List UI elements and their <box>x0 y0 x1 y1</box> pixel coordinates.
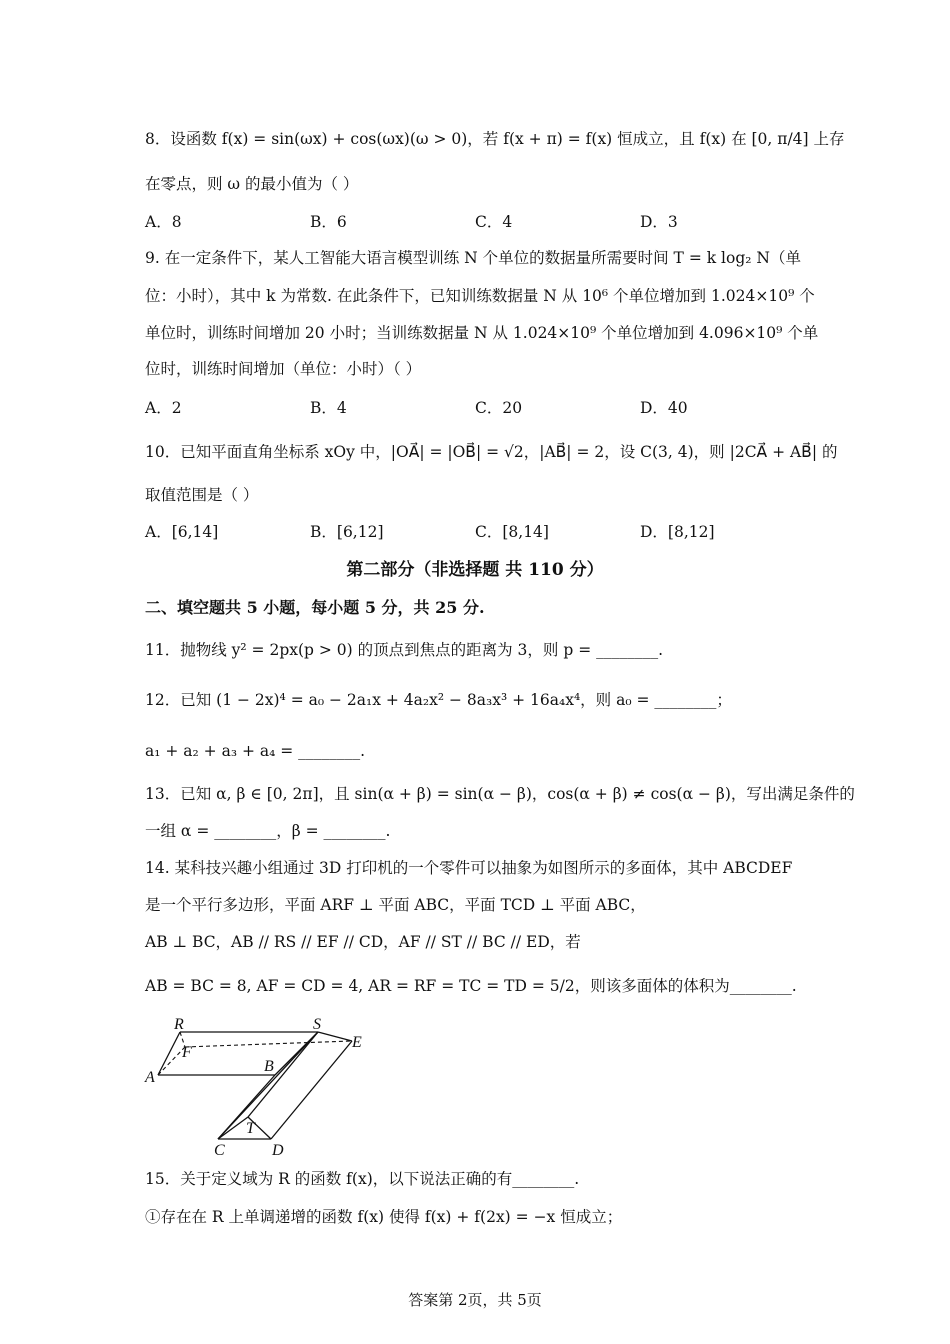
edge-AF-hidden <box>158 1047 185 1075</box>
edge-CT <box>218 1117 248 1139</box>
label-D: D <box>272 1142 284 1159</box>
q10-line1: 10．已知平面直角坐标系 xOy 中，|OA⃗| = |OB⃗| = √2，|AB⃗| = 2，设 C(3, 4)，则 |2CA⃗ + AB⃗| 的 <box>145 443 838 461</box>
q10-line2: 取值范围是（ ） <box>145 486 259 504</box>
q9-option-d: D．40 <box>640 399 688 417</box>
q10-option-a: A．[6,14] <box>145 523 219 541</box>
q9-option-c: C．20 <box>475 399 523 417</box>
label-C: C <box>214 1142 225 1159</box>
q14-line1: 14. 某科技兴趣小组通过 3D 打印机的一个零件可以抽象为如图所示的多面体，其中 ABCDEF <box>145 859 793 877</box>
label-E: E <box>352 1034 362 1051</box>
q10-option-b: B．[6,12] <box>310 523 384 541</box>
q13-line2: 一组 α = ________，β = ________. <box>145 822 391 840</box>
q10-option-c: C．[8,14] <box>475 523 549 541</box>
q8-option-b: B．6 <box>310 213 347 231</box>
q14-line2: 是一个平行多边形，平面 ARF ⊥ 平面 ABC，平面 TCD ⊥ 平面 ABC， <box>145 896 646 914</box>
q8-line1: 8．设函数 f(x) = sin(ωx) + cos(ωx)(ω > 0)，若 f(x + π) = f(x) 恒成立，且 f(x) 在 [0, π/4] 上存 <box>145 130 845 148</box>
q9-line3: 单位时，训练时间增加 20 小时；当训练数据量 N 从 1.024×10⁹ 个单位增加到 4.096×10⁹ 个单 <box>145 324 819 342</box>
q9-line2: 位：小时），其中 k 为常数. 在此条件下，已知训练数据量 N 从 10⁶ 个单位增加到 1.024×10⁹ 个 <box>145 287 815 305</box>
label-T: T <box>246 1120 255 1137</box>
edge-DE <box>271 1041 352 1139</box>
q9-line4: 位时，训练时间增加（单位：小时）（ ） <box>145 360 422 378</box>
q11-line: 11．抛物线 y² = 2px(p > 0) 的顶点到焦点的距离为 3，则 p = ________. <box>145 641 664 659</box>
q15-line2: ①存在在 R 上单调递增的函数 f(x) 使得 f(x) + f(2x) = −x 恒成立； <box>145 1208 623 1226</box>
q13-line1: 13．已知 α, β ∈ [0, 2π]，且 sin(α + β) = sin(α − β)，cos(α + β) ≠ cos(α − β)，写出满足条件的 <box>145 785 855 803</box>
edge-CS <box>218 1032 318 1139</box>
q8-option-d: D．3 <box>640 213 678 231</box>
q8-option-a: A．8 <box>145 213 182 231</box>
edge-SE <box>318 1032 352 1041</box>
q12-line2: a₁ + a₂ + a₃ + a₄ = ________. <box>145 742 366 760</box>
edge-RA <box>158 1032 180 1075</box>
q8-line2: 在零点，则 ω 的最小值为（ ） <box>145 175 359 193</box>
label-B: B <box>264 1058 274 1075</box>
q14-line3: AB ⊥ BC，AB // RS // EF // CD，AF // ST // BC // ED，若 <box>145 933 581 951</box>
section2-title: 二、填空题共 5 小题，每小题 5 分，共 25 分. <box>145 598 485 617</box>
q9-line1: 9. 在一定条件下，某人工智能大语言模型训练 N 个单位的数据量所需要时间 T = k log₂ N（单 <box>145 249 801 267</box>
q12-line1: 12．已知 (1 − 2x)⁴ = a₀ − 2a₁x + 4a₂x² − 8a₃x³ + 16a₄x⁴，则 a₀ = ________； <box>145 691 732 709</box>
q15-line1: 15．关于定义域为 R 的函数 f(x)，以下说法正确的有________. <box>145 1170 580 1188</box>
label-A: A <box>145 1069 155 1086</box>
q14-line4: AB = BC = 8, AF = CD = 4, AR = RF = TC = TD = 5/2，则该多面体的体积为________. <box>145 977 797 995</box>
page-footer: 答案第 2页，共 5页 <box>408 1291 542 1309</box>
q9-option-b: B．4 <box>310 399 347 417</box>
q10-option-d: D．[8,12] <box>640 523 715 541</box>
q8-option-c: C．4 <box>475 213 513 231</box>
q9-option-a: A．2 <box>145 399 182 417</box>
label-S: S <box>313 1016 321 1033</box>
part2-title: 第二部分（非选择题 共 110 分） <box>346 560 604 580</box>
polyhedron-figure <box>140 1012 380 1162</box>
label-F: F <box>182 1044 192 1061</box>
label-R: R <box>174 1016 184 1033</box>
edge-FE-hidden <box>185 1041 352 1047</box>
